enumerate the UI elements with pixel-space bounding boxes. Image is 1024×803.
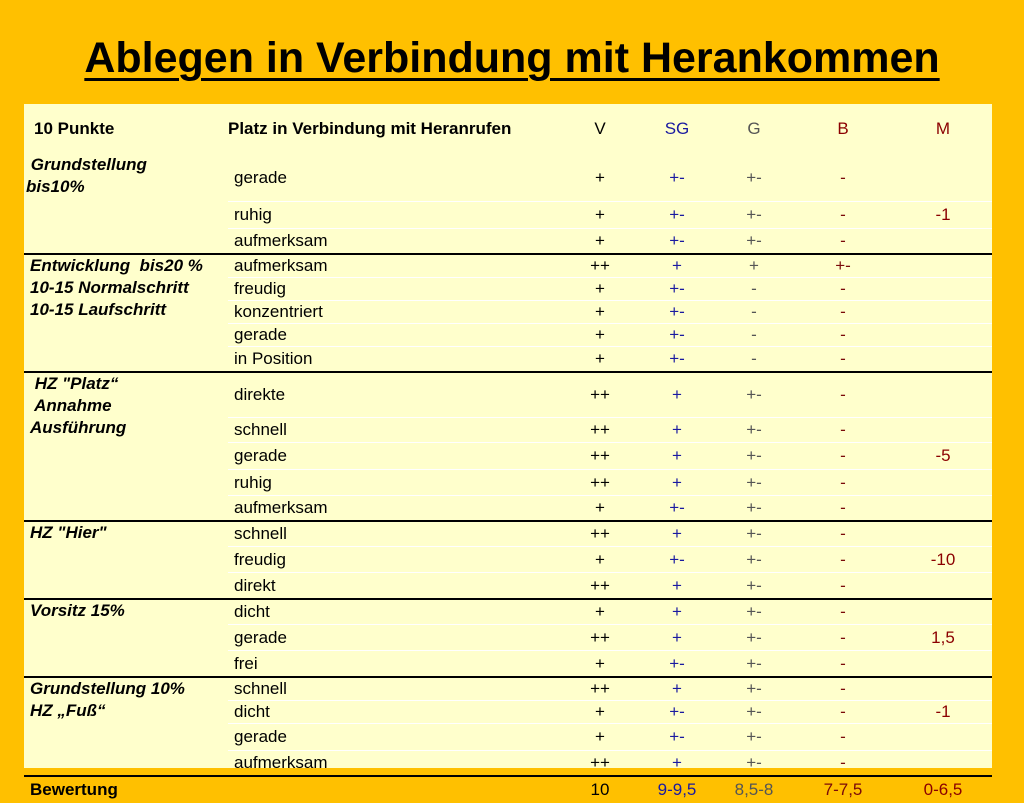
header-g: G [747,119,761,138]
criterion-cell: konzentriert [228,301,562,324]
grade-cell-v: ++ [562,751,638,777]
grade-cell-v: + [562,154,638,202]
header-points: 10 Punkte [34,119,115,138]
grade-cell-b: - [792,625,894,651]
grade-cell-m: -1 [894,202,992,229]
criterion-cell: dicht [228,701,562,724]
evaluation-table [24,104,992,803]
grade-cell-b: - [792,154,894,202]
grade-cell-b: - [792,470,894,496]
grade-cell-m [894,324,992,347]
grade-cell-m [894,229,992,255]
footer-empty-cell [228,776,562,803]
grade-cell-g: +- [716,372,792,418]
grade-cell-v: + [562,599,638,625]
grade-cell-v: + [562,724,638,751]
grade-cell-b: - [792,324,894,347]
grade-cell-g: +- [716,625,792,651]
grade-cell-b: - [792,521,894,547]
evaluation-table-container [24,104,992,799]
group-label: HZ "Platz“ Annahme Ausführung [24,372,228,521]
grade-cell-b: - [792,418,894,443]
criterion-cell: schnell [228,521,562,547]
criterion-cell: aufmerksam [228,496,562,522]
table-row [24,254,992,278]
grade-cell-v: ++ [562,573,638,600]
grade-cell-sg: + [638,372,716,418]
table-row [24,599,992,625]
grade-cell-sg: +- [638,724,716,751]
grade-cell-m [894,347,992,373]
grade-cell-sg: +- [638,347,716,373]
grade-cell-v: + [562,547,638,573]
criterion-cell: gerade [228,324,562,347]
table-footer-row [24,776,992,803]
grade-cell-g: +- [716,724,792,751]
slide-title: Ablegen in Verbindung mit Herankommen [84,34,940,82]
grade-cell-sg: +- [638,301,716,324]
criterion-cell: direkt [228,573,562,600]
grade-cell-m [894,677,992,701]
grade-cell-v: ++ [562,677,638,701]
footer-grade-g: 8,5-8 [716,776,792,803]
grade-cell-g: +- [716,154,792,202]
criterion-cell: aufmerksam [228,254,562,278]
group-label: Grundstellung bis10% [26,155,147,196]
grade-cell-sg: +- [638,229,716,255]
grade-cell-m [894,372,992,418]
grade-cell-v: + [562,347,638,373]
grade-cell-sg: + [638,677,716,701]
grade-cell-b: - [792,724,894,751]
grade-cell-sg: + [638,573,716,600]
grade-cell-m [894,521,992,547]
group-label: Grundstellung 10% HZ „Fuß“ [24,677,228,776]
grade-cell-sg: +- [638,701,716,724]
grade-cell-sg: + [638,599,716,625]
grade-cell-b: - [792,599,894,625]
header-b: B [837,119,849,138]
grade-cell-g: - [716,301,792,324]
criterion-cell: in Position [228,347,562,373]
grade-cell-sg: + [638,418,716,443]
grade-cell-v: + [562,229,638,255]
criterion-cell: freudig [228,547,562,573]
grade-cell-b: - [792,202,894,229]
grade-cell-v: ++ [562,418,638,443]
grade-cell-b: - [792,229,894,255]
grade-cell-g: +- [716,547,792,573]
grade-cell-v: + [562,651,638,678]
grade-cell-b: - [792,347,894,373]
footer-grade-m: 0-6,5 [894,776,992,803]
table-row [24,521,992,547]
grade-cell-b: - [792,278,894,301]
grade-cell-g: - [716,347,792,373]
grade-cell-sg: +- [638,496,716,522]
grade-cell-b: +- [792,254,894,278]
criterion-cell: gerade [228,724,562,751]
grade-cell-g: +- [716,651,792,678]
footer-grade-b: 7-7,5 [792,776,894,803]
grade-cell-g: +- [716,202,792,229]
criterion-cell: gerade [228,625,562,651]
grade-cell-sg: + [638,470,716,496]
grade-cell-g: +- [716,521,792,547]
grade-cell-b: - [792,547,894,573]
criterion-cell: freudig [228,278,562,301]
grade-cell-v: + [562,496,638,522]
grade-cell-sg: +- [638,547,716,573]
grade-cell-v: + [562,202,638,229]
table-row [24,154,992,202]
criterion-cell: frei [228,651,562,678]
criterion-cell: aufmerksam [228,751,562,777]
grade-cell-m [894,496,992,522]
group-label: HZ "Hier" [24,521,228,599]
criterion-cell: schnell [228,418,562,443]
header-sg: SG [664,119,690,138]
grade-cell-m [894,470,992,496]
grade-cell-b: - [792,496,894,522]
footer-grade-sg: 9-9,5 [638,776,716,803]
grade-cell-sg: + [638,254,716,278]
table-row [24,372,992,418]
grade-cell-v: + [562,701,638,724]
grade-cell-m [894,254,992,278]
grade-cell-m [894,751,992,777]
grade-cell-m [894,301,992,324]
grade-cell-g: +- [716,496,792,522]
grade-cell-b: - [792,701,894,724]
grade-cell-m [894,154,992,202]
grade-cell-b: - [792,372,894,418]
group-label: Vorsitz 15% [24,599,228,677]
grade-cell-v: ++ [562,625,638,651]
header-m: M [935,119,951,138]
grade-cell-b: - [792,677,894,701]
grade-cell-g: +- [716,470,792,496]
criterion-cell: ruhig [228,202,562,229]
grade-cell-sg: + [638,751,716,777]
criterion-cell: direkte [228,372,562,418]
grade-cell-g: +- [716,701,792,724]
grade-cell-sg: + [638,625,716,651]
grade-cell-b: - [792,573,894,600]
grade-cell-sg: +- [638,651,716,678]
grade-cell-m: -1 [894,701,992,724]
criterion-cell: gerade [228,154,562,202]
grade-cell-g: +- [716,751,792,777]
grade-cell-g: - [716,278,792,301]
header-platz: Platz in Verbindung mit Heranrufen [228,119,512,138]
grade-cell-v: ++ [562,443,638,470]
grade-cell-m [894,418,992,443]
grade-cell-g: +- [716,418,792,443]
grade-cell-v: + [562,301,638,324]
grade-cell-m [894,278,992,301]
criterion-cell: gerade [228,443,562,470]
grade-cell-m [894,573,992,600]
grade-cell-m: -5 [894,443,992,470]
grade-cell-v: + [562,324,638,347]
grade-cell-g: +- [716,599,792,625]
group-label: Entwicklung bis20 % 10-15 Normalschritt 10-15 Laufschritt [24,254,228,372]
grade-cell-sg: + [638,443,716,470]
criterion-cell: aufmerksam [228,229,562,255]
footer-grade-v: 10 [562,776,638,803]
grade-cell-g: +- [716,573,792,600]
grade-cell-sg: +- [638,324,716,347]
grade-cell-m: -10 [894,547,992,573]
grade-cell-m: 1,5 [894,625,992,651]
grade-cell-v: + [562,278,638,301]
grade-cell-v: ++ [562,521,638,547]
table-header-row [24,104,992,154]
criterion-cell: schnell [228,677,562,701]
grade-cell-sg: +- [638,278,716,301]
grade-cell-v: ++ [562,470,638,496]
grade-cell-g: +- [716,677,792,701]
grade-cell-b: - [792,751,894,777]
header-v: V [594,119,606,138]
grade-cell-b: - [792,443,894,470]
grade-cell-sg: + [638,521,716,547]
criterion-cell: dicht [228,599,562,625]
criterion-cell: ruhig [228,470,562,496]
grade-cell-g: +- [716,443,792,470]
grade-cell-m [894,599,992,625]
grade-cell-g: +- [716,229,792,255]
table-row [24,677,992,701]
grade-cell-m [894,651,992,678]
grade-cell-v: ++ [562,372,638,418]
grade-cell-m [894,724,992,751]
grade-cell-g: - [716,324,792,347]
footer-label: Bewertung [24,776,228,803]
grade-cell-sg: +- [638,202,716,229]
grade-cell-g: + [716,254,792,278]
grade-cell-v: ++ [562,254,638,278]
grade-cell-b: - [792,651,894,678]
grade-cell-b: - [792,301,894,324]
grade-cell-sg: +- [638,154,716,202]
